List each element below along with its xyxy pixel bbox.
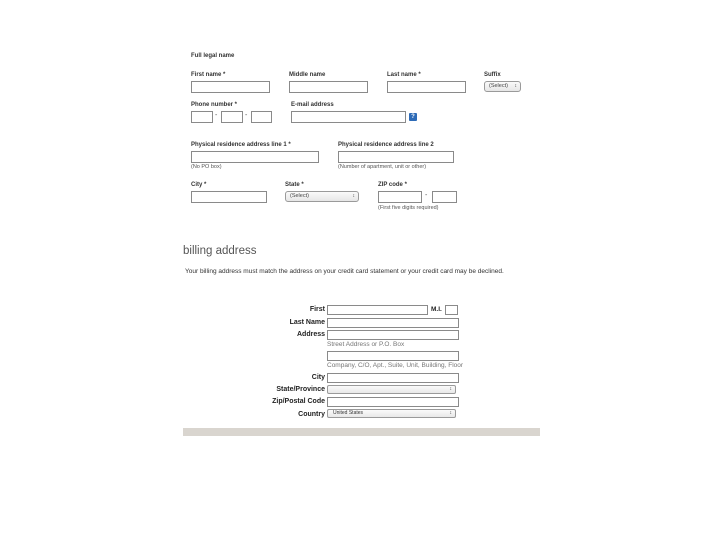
zip-plus4-input[interactable]: [432, 191, 457, 203]
billing-zip-input[interactable]: [327, 397, 459, 407]
suffix-label: Suffix: [484, 72, 501, 78]
address-line1-hint: (No PO box): [191, 164, 222, 170]
phone-area-code-input[interactable]: [191, 111, 213, 123]
address-line1-label: Physical residence address line 1 *: [191, 142, 291, 148]
phone-prefix-input[interactable]: [221, 111, 243, 123]
billing-mi-label: M.I.: [431, 306, 442, 313]
help-icon[interactable]: ?: [409, 113, 417, 121]
city-label: City *: [191, 182, 207, 188]
billing-address-line2-input[interactable]: [327, 351, 459, 361]
phone-separator-1: -: [215, 112, 218, 119]
suffix-select-value: (Select): [489, 83, 508, 89]
address-line2-label: Physical residence address line 2: [338, 142, 434, 148]
middle-name-label: Middle name: [289, 72, 326, 78]
billing-city-input[interactable]: [327, 373, 459, 383]
footer-divider-bar: [183, 428, 540, 436]
address-line2-input[interactable]: [338, 151, 454, 163]
billing-state-label: State/Province: [276, 386, 325, 393]
zip-code-label: ZIP code *: [378, 182, 407, 188]
billing-address-title: billing address: [183, 245, 257, 257]
full-legal-name-heading: Full legal name: [191, 53, 235, 59]
suffix-select[interactable]: [484, 81, 521, 92]
billing-country-select-value: United States: [333, 410, 364, 416]
middle-name-input[interactable]: [289, 81, 368, 93]
billing-first-label: First: [309, 306, 325, 313]
chevron-updown-icon: ↕: [449, 410, 452, 416]
chevron-updown-icon: ↕: [514, 83, 517, 89]
email-label: E-mail address: [291, 102, 334, 108]
first-name-input[interactable]: [191, 81, 270, 93]
billing-first-input[interactable]: [327, 305, 428, 315]
address-line1-input[interactable]: [191, 151, 319, 163]
zip-code-input[interactable]: [378, 191, 422, 203]
chevron-updown-icon: ↕: [352, 193, 355, 199]
billing-country-select[interactable]: [327, 409, 456, 418]
billing-last-name-input[interactable]: [327, 318, 459, 328]
phone-number-label: Phone number *: [191, 102, 238, 108]
billing-address-hint2: Company, C/O, Apt., Suite, Unit, Building, Floor: [327, 362, 464, 369]
billing-address-note: Your billing address must match the address on your credit card statement or your credit card may be declined.: [185, 268, 504, 275]
email-input[interactable]: [291, 111, 406, 123]
first-name-label: First name *: [191, 72, 226, 78]
phone-separator-2: -: [245, 112, 248, 119]
billing-address-hint1: Street Address or P.O. Box: [327, 341, 405, 348]
state-select-value: (Select): [290, 193, 309, 199]
billing-state-select[interactable]: [327, 385, 456, 394]
billing-city-label: City: [311, 374, 325, 381]
billing-address-label: Address: [296, 331, 325, 338]
zip-separator: -: [425, 192, 428, 199]
billing-zip-label: Zip/Postal Code: [272, 398, 325, 405]
chevron-updown-icon: ↕: [449, 386, 452, 392]
billing-country-label: Country: [298, 411, 325, 418]
billing-mi-input[interactable]: [445, 305, 458, 315]
last-name-input[interactable]: [387, 81, 466, 93]
state-label: State *: [285, 182, 304, 188]
phone-line-number-input[interactable]: [251, 111, 272, 123]
state-select[interactable]: [285, 191, 359, 202]
billing-last-name-label: Last Name: [289, 319, 325, 326]
city-input[interactable]: [191, 191, 267, 203]
billing-address-line1-input[interactable]: [327, 330, 459, 340]
address-line2-hint: (Number of apartment, unit or other): [338, 164, 427, 170]
zip-code-hint: (First five digits required): [378, 205, 439, 211]
last-name-label: Last name *: [387, 72, 421, 78]
